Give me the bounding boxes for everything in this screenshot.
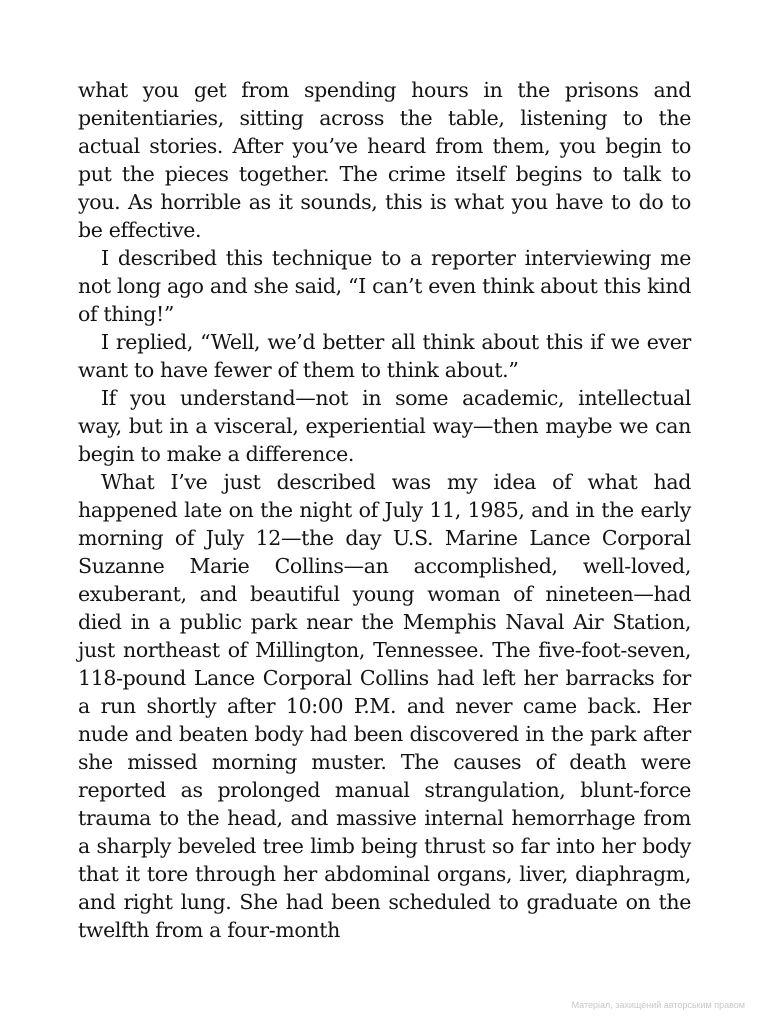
copyright-watermark: Матеріал, захищений авторським правом xyxy=(571,1000,745,1010)
paragraph-3: I replied, “Well, we’d better all think about this if we ever want to have fewer of them to think about.” xyxy=(78,330,691,382)
paragraph-2: I described this technique to a reporter interviewing me not long ago and she said, “I can’t even think about this kind of thing!” xyxy=(78,246,691,326)
book-page-text xyxy=(78,76,691,944)
paragraph-5: What I’ve just described was my idea of what had happened late on the night of July 11, 1985, and in the early morning of July 12—the day U.S. Marine Lance Corporal Suzanne Marie Collins—an accomplished, well-loved, exuberant, and beautiful young woman of nineteen—had died in a public park near the Memphis Naval Air Station, just northeast of Millington, Tennessee. The five-foot-seven, 118-pound Lance Corporal Collins had left her barracks for a run shortly after 10:00 P.M. and never came back. Her nude and beaten body had been discovered in the park after she missed morning muster. The causes of death were reported as prolonged manual strangulation, blunt-force trauma to the head, and massive internal hemorrhage from a sharply beveled tree limb being thrust so far into her body that it tore through her abdominal organs, liver, diaphragm, and right lung. She had been scheduled to graduate on the twelfth from a four-month xyxy=(78,470,691,942)
paragraph-1: what you get from spending hours in the prisons and penitentiaries, sitting across the table, listening to the actual stories. After you’ve heard from them, you begin to put the pieces together. The crime itself begins to talk to you. As horrible as it sounds, this is what you have to do to be effective. xyxy=(78,78,691,242)
paragraph-4: If you understand—not in some academic, intellectual way, but in a visceral, experiential way—then maybe we can begin to make a difference. xyxy=(78,386,691,466)
